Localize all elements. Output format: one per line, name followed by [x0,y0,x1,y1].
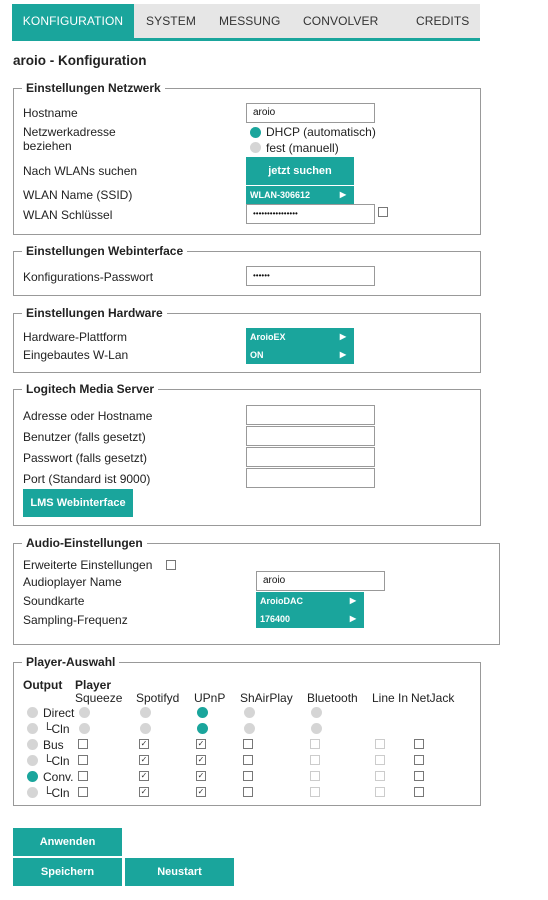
lms-user-input[interactable] [246,426,375,446]
rate-select[interactable] [256,610,364,628]
soundcard-label: Soundkarte [23,594,85,608]
advanced-checkbox[interactable] [166,560,176,570]
player-checkbox[interactable] [78,739,88,749]
player-checkbox[interactable] [375,771,385,781]
player-radio[interactable] [244,723,255,734]
output-header: Output [23,678,63,692]
player-radio[interactable] [79,707,90,718]
row-label-direct: Direct [43,706,75,720]
player-checkbox[interactable]: ✓ [197,787,205,796]
hostname-label: Hostname [23,106,78,120]
apply-button[interactable]: Anwenden [13,828,122,856]
lms-user-label: Benutzer (falls gesetzt) [23,430,146,444]
page-title: aroio - Konfiguration [13,53,147,68]
wlan-value: ON [250,350,264,360]
col-spotifyd: Spotifyd [136,691,180,705]
player-checkbox[interactable]: ✓ [140,739,148,748]
scan-label: Nach WLANs suchen [23,164,138,178]
tab-bar [12,4,480,41]
show-key-checkbox[interactable] [378,207,388,217]
lms-address-label: Adresse oder Hostname [23,409,153,423]
play-arrow-icon: ▶ [349,614,356,623]
advanced-label: Erweiterte Einstellungen [23,558,153,572]
player-radio[interactable] [79,723,90,734]
row-label-bus-cln: └Cln [43,754,70,768]
hostname-input[interactable]: aroio [246,103,375,123]
col-squeeze: Squeeze [75,691,123,705]
player-checkbox[interactable] [310,755,320,765]
player-checkbox[interactable] [414,771,424,781]
save-button[interactable]: Speichern [13,858,122,886]
player-checkbox[interactable] [414,739,424,749]
player-checkbox[interactable] [243,771,253,781]
col-netjack: NetJack [411,691,455,705]
player-checkbox[interactable] [78,787,88,797]
output-radio-direct-cln[interactable] [27,723,38,734]
player-checkbox[interactable] [375,755,385,765]
player-radio[interactable] [311,723,322,734]
player-checkbox[interactable]: ✓ [140,755,148,764]
output-radio-conv[interactable] [27,771,38,782]
tab-convolver[interactable]: CONVOLVER [303,14,379,28]
tab-credits[interactable]: CREDITS [416,14,470,28]
player-radio[interactable] [197,707,208,718]
player-radio[interactable] [311,707,322,718]
output-radio-conv-cln[interactable] [27,787,38,798]
player-checkbox[interactable]: ✓ [197,755,205,764]
row-label-direct-cln: └Cln [43,722,70,736]
play-arrow-icon: ▶ [339,332,346,341]
player-checkbox[interactable]: ✓ [140,787,148,796]
play-arrow-icon: ▶ [339,350,346,359]
player-radio[interactable] [244,707,255,718]
col-linein: Line In [372,691,409,705]
fixed-radio[interactable] [250,142,261,153]
player-checkbox[interactable] [414,755,424,765]
player-checkbox[interactable] [375,787,385,797]
player-radio[interactable] [140,723,151,734]
player-checkbox[interactable] [78,771,88,781]
player-checkbox[interactable]: ✓ [197,739,205,748]
legend-network: Einstellungen Netzwerk [22,81,165,95]
platform-value: AroioEX [250,332,286,342]
address-label-line2: beziehen [23,139,72,153]
key-input[interactable]: •••••••••••••••• [246,204,375,224]
lms-webinterface-button[interactable]: LMS Webinterface [23,489,133,517]
legend-audio: Audio-Einstellungen [22,536,147,550]
wlan-label: Eingebautes W-Lan [23,348,129,362]
ssid-value: WLAN-306612 [250,190,311,200]
legend-lms: Logitech Media Server [22,382,158,396]
row-label-bus: Bus [43,738,64,752]
player-header: Player [75,678,112,692]
soundcard-value: AroioDAC [260,596,303,606]
output-radio-bus[interactable] [27,739,38,750]
output-radio-bus-cln[interactable] [27,755,38,766]
lms-port-input[interactable] [246,468,375,488]
platform-select[interactable] [246,328,354,346]
rate-label: Sampling-Frequenz [23,613,128,627]
player-checkbox[interactable] [78,755,88,765]
play-arrow-icon: ▶ [349,596,356,605]
web-pw-input[interactable]: •••••• [246,266,375,286]
output-radio-direct[interactable] [27,707,38,718]
rate-value: 176400 [260,614,291,624]
lms-address-input[interactable] [246,405,375,425]
key-label: WLAN Schlüssel [23,208,113,222]
row-label-conv-cln: └Cln [43,786,70,800]
player-checkbox[interactable]: ✓ [197,771,205,780]
soundcard-select[interactable] [256,592,364,610]
player-checkbox[interactable] [243,739,253,749]
tab-system[interactable]: SYSTEM [146,14,196,28]
player-checkbox[interactable] [310,771,320,781]
play-arrow-icon: ▶ [339,190,346,199]
ssid-label: WLAN Name (SSID) [23,188,133,202]
address-label: Netzwerkadresse [23,125,116,139]
ssid-select[interactable] [246,186,354,204]
lms-pass-label: Passwort (falls gesetzt) [23,451,148,465]
lms-pass-input[interactable] [246,447,375,467]
legend-hardware: Einstellungen Hardware [22,306,167,320]
legend-web: Einstellungen Webinterface [22,244,187,258]
player-radio[interactable] [140,707,151,718]
col-upnp: UPnP [194,691,226,705]
wlan-select[interactable] [246,346,354,364]
scan-button[interactable]: jetzt suchen [246,157,354,185]
player-checkbox[interactable] [375,739,385,749]
player-checkbox[interactable] [310,787,320,797]
row-label-conv: Conv. [43,770,74,784]
fixed-label: fest (manuell) [266,141,339,155]
platform-label: Hardware-Plattform [23,330,128,344]
col-shairplay: ShAirPlay [240,691,293,705]
restart-button[interactable]: Neustart [125,858,234,886]
player-checkbox[interactable] [243,787,253,797]
player-name-label: Audioplayer Name [23,575,122,589]
player-checkbox[interactable] [243,755,253,765]
player-checkbox[interactable]: ✓ [140,771,148,780]
player-checkbox[interactable] [414,787,424,797]
dhcp-label: DHCP (automatisch) [266,125,376,139]
lms-port-label: Port (Standard ist 9000) [23,472,151,486]
dhcp-radio[interactable] [250,127,261,138]
player-name-input[interactable]: aroio [256,571,385,591]
legend-player: Player-Auswahl [22,655,119,669]
col-bluetooth: Bluetooth [307,691,358,705]
player-checkbox[interactable] [310,739,320,749]
player-radio[interactable] [197,723,208,734]
tab-konfiguration[interactable]: KONFIGURATION [12,4,134,38]
web-pw-label: Konfigurations-Passwort [23,270,154,284]
tab-messung[interactable]: MESSUNG [219,14,281,28]
